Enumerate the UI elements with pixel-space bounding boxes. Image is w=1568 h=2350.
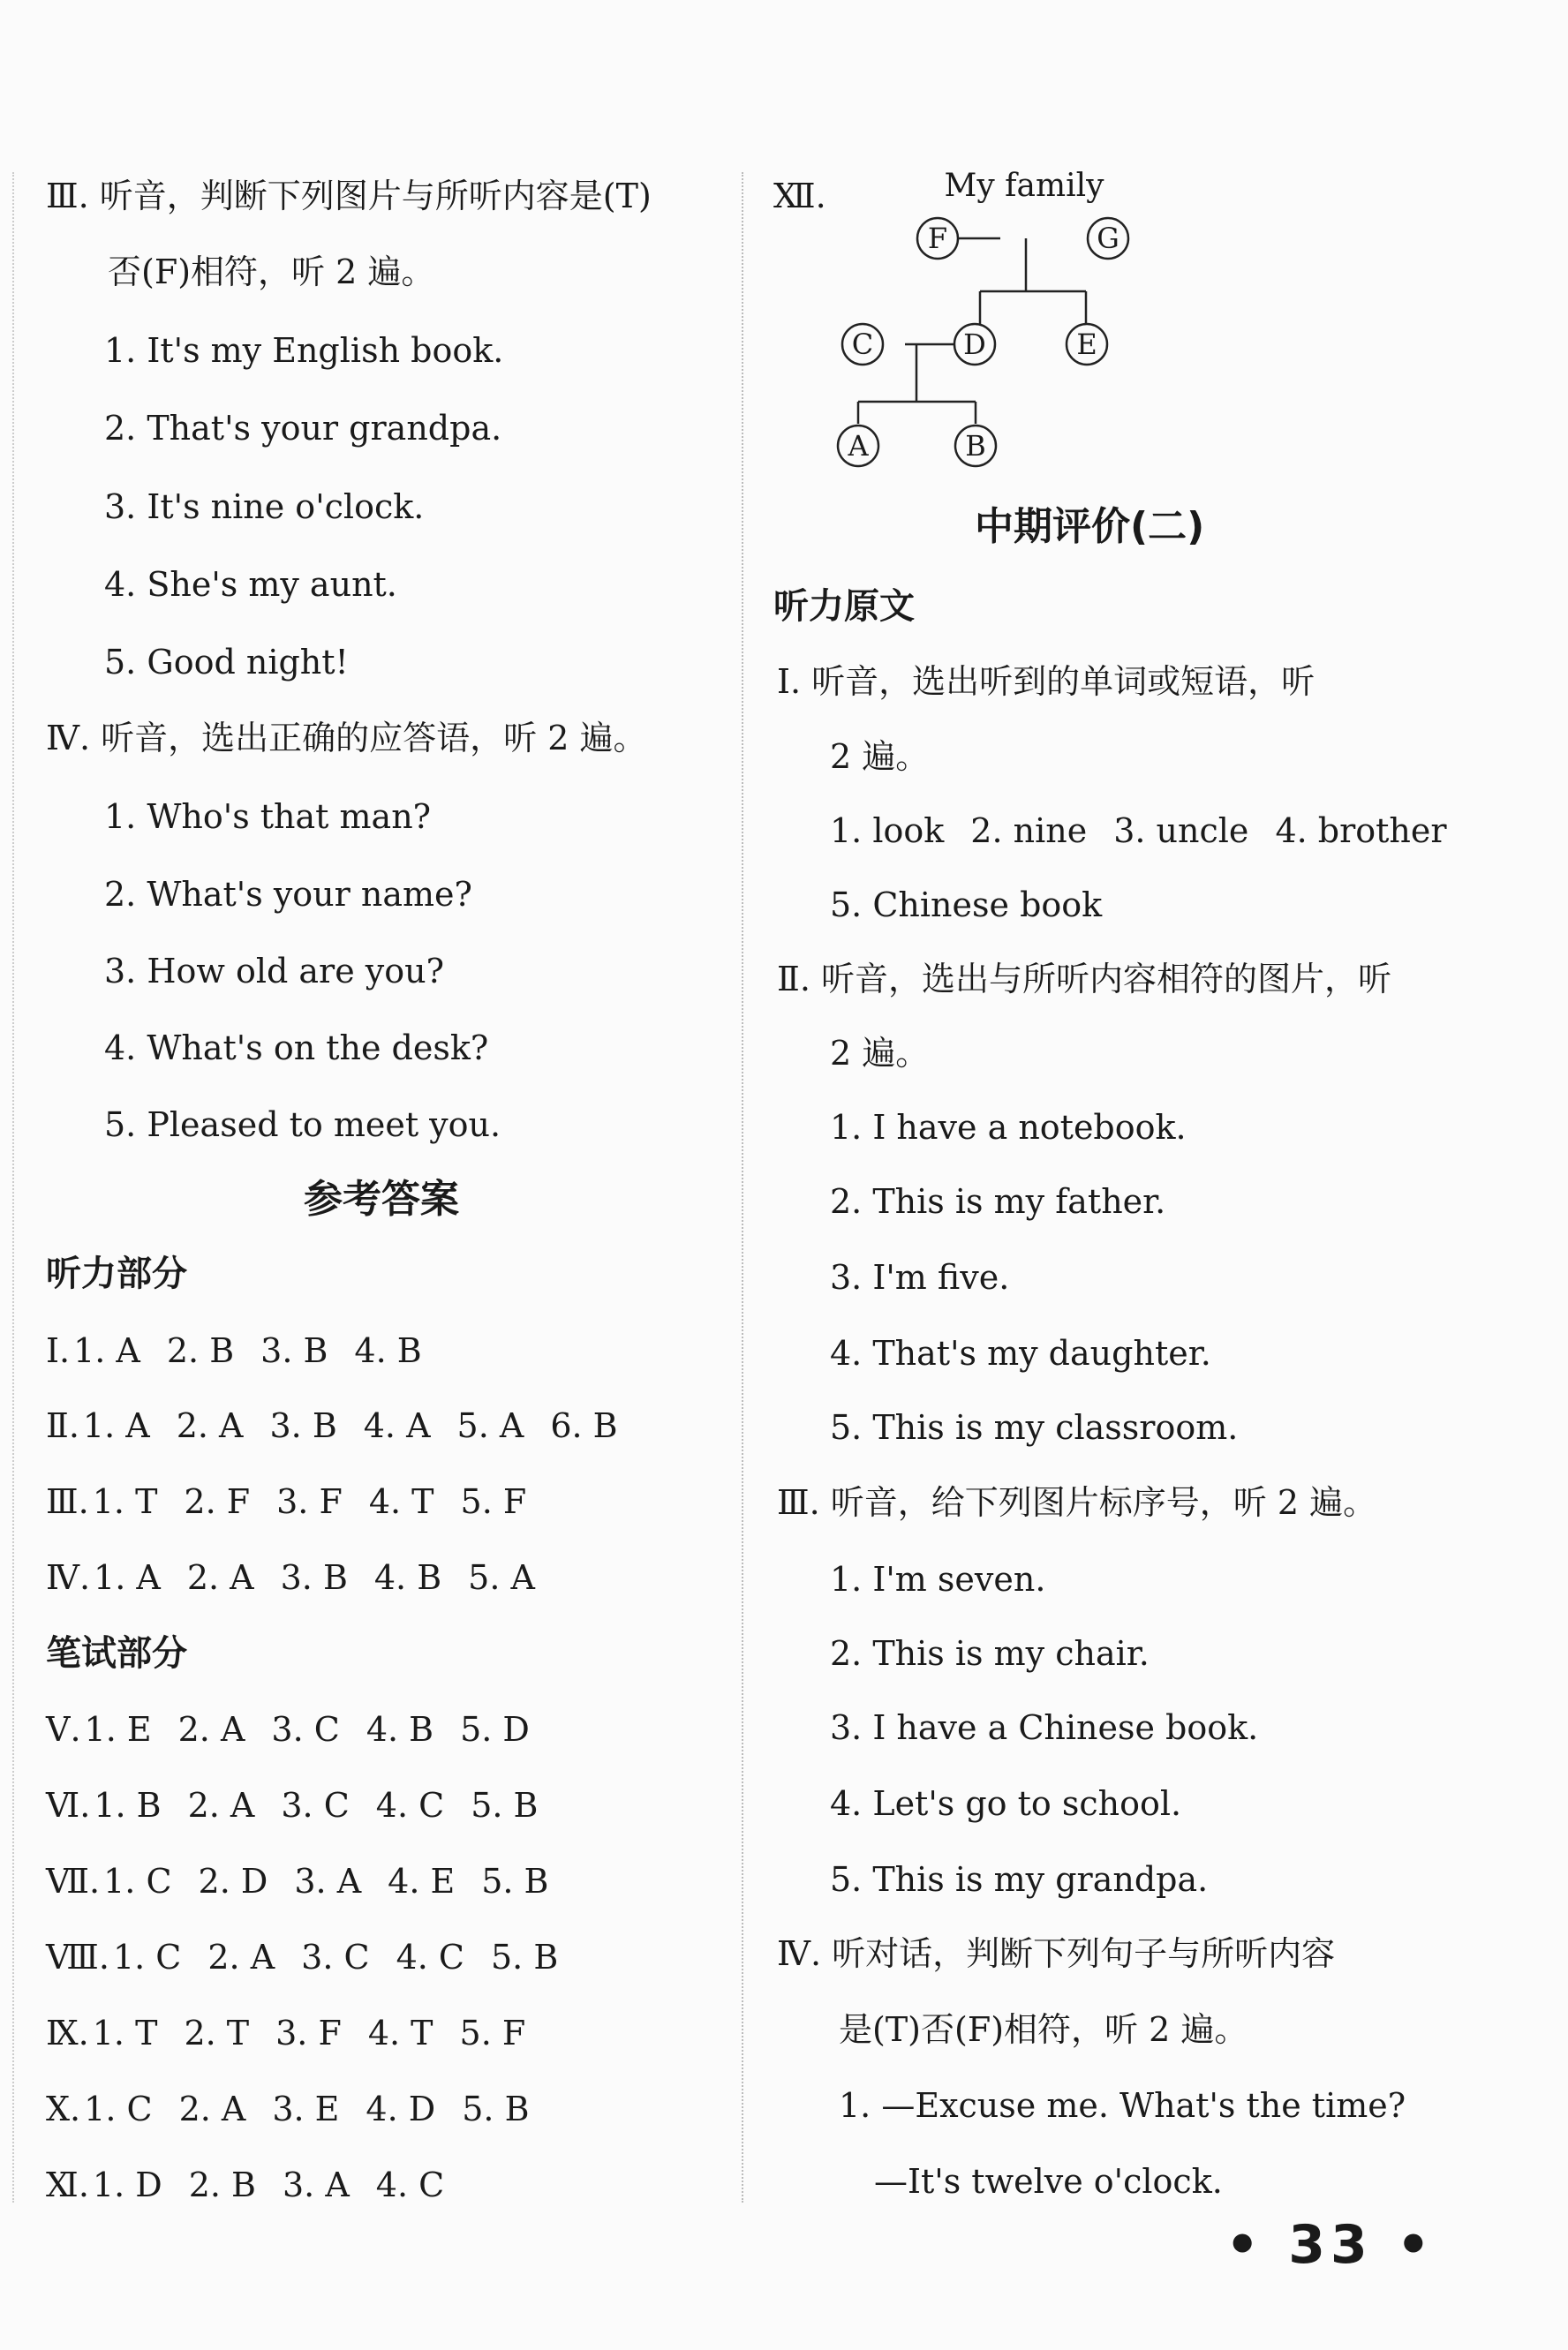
r-q1-words-line1: 1. look 2. nine 3. uncle 4. brother <box>830 811 1447 850</box>
page-number-value: 33 <box>1288 2214 1373 2276</box>
r-q1-title-line1: Ⅰ. 听音，选出听到的单词或短语，听 <box>777 662 1315 701</box>
tree-node-g: G <box>1097 222 1119 255</box>
r-q4-title-line1: Ⅳ. 听对话，判断下列句子与所听内容 <box>777 1934 1336 1973</box>
answers-title: 参考答案 <box>304 1177 459 1222</box>
page-number-dot-left: • <box>1225 2214 1265 2276</box>
family-tree-title: My family <box>944 168 1104 204</box>
q3-item: 5. Good night! <box>104 643 349 682</box>
r-q1-words-line2: 5. Chinese book <box>830 885 1103 924</box>
tree-node-a: A <box>848 429 869 463</box>
r-q2-item: 3. I'm five. <box>830 1258 1010 1297</box>
tree-node-e: E <box>1076 328 1097 361</box>
q12-label: Ⅻ. <box>773 177 826 215</box>
answer-row-writing-6: Ⅵ. 1. B 2. A 3. C 4. C 5. B <box>46 1786 539 1825</box>
column-divider <box>742 172 743 2203</box>
answer-row-writing-8: Ⅷ. 1. C 2. A 3. C 4. C 5. B <box>46 1938 559 1977</box>
answer-row-writing-7: Ⅶ. 1. C 2. D 3. A 4. E 5. B <box>46 1862 549 1901</box>
q3-item: 2. That's your grandpa. <box>104 409 502 448</box>
r-q2-item: 2. This is my father. <box>830 1182 1166 1221</box>
r-q2-title-line1: Ⅱ. 听音，选出与所听内容相符的图片，听 <box>777 960 1391 998</box>
writing-heading: 笔试部分 <box>46 1633 187 1674</box>
family-tree-diagram <box>795 168 1165 477</box>
r-q2-title-line2: 2 遍。 <box>830 1034 930 1073</box>
q4-item: 5. Pleased to meet you. <box>104 1105 501 1144</box>
answer-row-listening-2: Ⅱ. 1. A 2. A 3. B 4. A 5. A 6. B <box>46 1406 618 1445</box>
r-q1-title-line2: 2 遍。 <box>830 737 930 776</box>
left-margin-line <box>12 172 14 2203</box>
answer-row-writing-11: Ⅺ. 1. D 2. B 3. A 4. C <box>46 2165 445 2204</box>
r-q3-item: 1. I'm seven. <box>830 1560 1046 1599</box>
r-q2-item: 4. That's my daughter. <box>830 1334 1211 1373</box>
q4-item: 2. What's your name? <box>104 875 472 914</box>
page-number-dot-right: • <box>1396 2214 1436 2276</box>
tree-node-c: C <box>851 328 874 361</box>
r-q4-item1-answer: —It's twelve o'clock. <box>874 2162 1223 2201</box>
answer-row-listening-4: Ⅳ. 1. A 2. A 3. B 4. B 5. A <box>46 1558 535 1597</box>
page-number <box>1225 2214 1436 2276</box>
transcript-heading: 听力原文 <box>773 586 915 627</box>
q3-item: 1. It's my English book. <box>104 331 504 370</box>
q4-item: 4. What's on the desk? <box>104 1028 489 1067</box>
q4-item: 1. Who's that man? <box>104 797 432 836</box>
r-q3-item: 3. I have a Chinese book. <box>830 1708 1259 1747</box>
section-title: 中期评价(二) <box>975 504 1205 549</box>
q4-title: Ⅳ. 听音，选出正确的应答语，听 2 遍。 <box>46 719 647 757</box>
listening-heading: 听力部分 <box>46 1254 187 1294</box>
q4-item: 3. How old are you? <box>104 952 444 990</box>
q3-item: 4. She's my aunt. <box>104 565 397 604</box>
answer-row-listening-3: Ⅲ. 1. T 2. F 3. F 4. T 5. F <box>46 1482 527 1521</box>
tree-node-d: D <box>963 328 986 361</box>
r-q2-item: 5. This is my classroom. <box>830 1408 1239 1447</box>
r-q2-item: 1. I have a notebook. <box>830 1108 1187 1147</box>
q3-title-line1: Ⅲ. 听音，判断下列图片与所听内容是(T) <box>46 177 652 215</box>
answer-row-writing-10: Ⅹ. 1. C 2. A 3. E 4. D 5. B <box>46 2090 530 2128</box>
answer-row-writing-5: Ⅴ. 1. E 2. A 3. C 4. B 5. D <box>46 1710 530 1749</box>
r-q3-item: 2. This is my chair. <box>830 1634 1150 1673</box>
q3-title-line2: 否(F)相符，听 2 遍。 <box>108 252 435 291</box>
answer-row-listening-1: Ⅰ. 1. A 2. B 3. B 4. B <box>46 1331 422 1370</box>
answer-row-writing-9: Ⅸ. 1. T 2. T 3. F 4. T 5. F <box>46 2014 526 2052</box>
r-q4-item1-question: 1. —Excuse me. What's the time? <box>839 2086 1406 2125</box>
r-q3-title: Ⅲ. 听音，给下列图片标序号，听 2 遍。 <box>777 1483 1377 1522</box>
q3-item: 3. It's nine o'clock. <box>104 487 425 526</box>
r-q4-title-line2: 是(T)否(F)相符，听 2 遍。 <box>839 2010 1248 2049</box>
tree-node-f: F <box>927 222 948 255</box>
r-q3-item: 4. Let's go to school. <box>830 1784 1182 1823</box>
r-q3-item: 5. This is my grandpa. <box>830 1860 1209 1899</box>
tree-node-b: B <box>965 429 986 463</box>
